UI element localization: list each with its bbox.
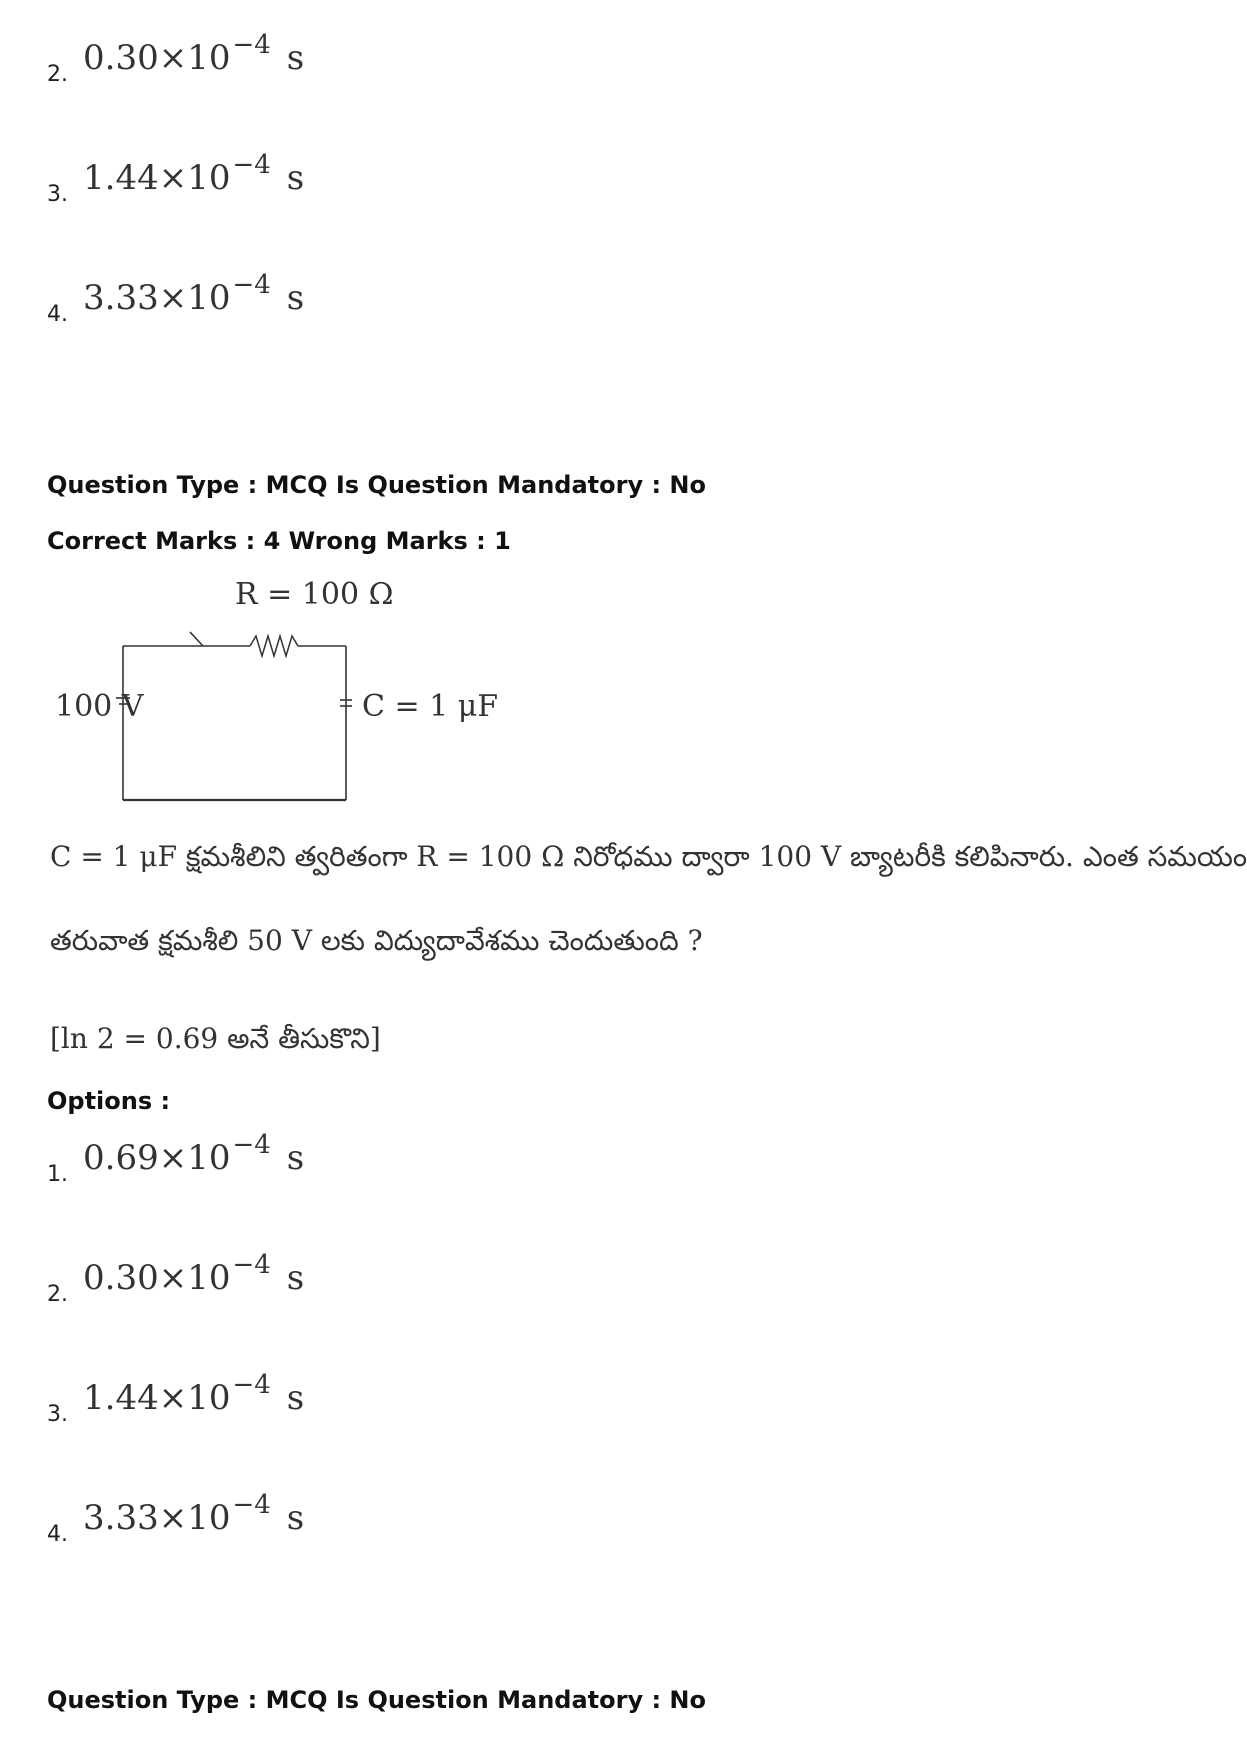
option-number: 2. [47, 62, 68, 87]
option-number: 4. [47, 1522, 68, 1547]
option-value [83, 1250, 305, 1298]
option-mantissa: 0.30 [83, 38, 159, 78]
option-value [83, 1130, 305, 1178]
resistor-symbol [250, 636, 298, 656]
question-text-line-1: C = 1 μF క్షమశీలిని త్వరితంగా R = 100 Ω నిరోధము ద్వారా 100 V బ్యాటరీకి కలిపినారు. ఎంత సమయం [50, 840, 1247, 873]
option-mantissa: 3.33 [83, 1498, 159, 1538]
option-unit: s [286, 1138, 305, 1178]
option-exponent: −4 [232, 270, 271, 300]
option-number: 3. [47, 182, 68, 207]
option-unit: s [286, 1258, 305, 1298]
question-type-line: Question Type : MCQ Is Question Mandatory : No [47, 471, 706, 499]
options-label: Options : [47, 1087, 171, 1115]
option-value [83, 270, 305, 318]
option-times: ×10 [158, 1138, 231, 1178]
option-unit: s [286, 1498, 305, 1538]
capacitor-label: C = 1 μF [362, 689, 499, 724]
option-unit: s [286, 38, 305, 78]
option-unit: s [286, 1378, 305, 1418]
option-exponent: −4 [232, 1490, 271, 1520]
question-text-line-2: తరువాత క్షమశీలి 50 V లకు విద్యుదావేశము చెందుతుంది ? [50, 924, 703, 957]
option-times: ×10 [158, 278, 231, 318]
option-number: 3. [47, 1402, 68, 1427]
option-mantissa: 1.44 [83, 1378, 159, 1418]
option-mantissa: 1.44 [83, 158, 159, 198]
option-exponent: −4 [232, 30, 271, 60]
resistor-label: R = 100 Ω [235, 577, 394, 612]
option-number: 1. [47, 1162, 68, 1187]
option-value [83, 30, 305, 78]
option-unit: s [286, 278, 305, 318]
next-question-type-line: Question Type : MCQ Is Question Mandatory : No [47, 1686, 706, 1714]
option-times: ×10 [158, 1378, 231, 1418]
rc-circuit-diagram [40, 570, 499, 810]
option-exponent: −4 [232, 1250, 271, 1280]
switch-blade [190, 632, 203, 646]
option-exponent: −4 [232, 150, 271, 180]
option-mantissa: 3.33 [83, 278, 159, 318]
option-mantissa: 0.30 [83, 1258, 159, 1298]
option-mantissa: 0.69 [83, 1138, 159, 1178]
option-times: ×10 [158, 1258, 231, 1298]
question-text-line-3: [ln 2 = 0.69 అనే తీసుకొని] [50, 1022, 381, 1055]
option-times: ×10 [158, 38, 231, 78]
option-value [83, 1370, 305, 1418]
option-unit: s [286, 158, 305, 198]
option-times: ×10 [158, 158, 231, 198]
option-value [83, 1490, 305, 1538]
battery-label: 100 V [55, 689, 144, 724]
option-times: ×10 [158, 1498, 231, 1538]
option-exponent: −4 [232, 1130, 271, 1160]
option-number: 2. [47, 1282, 68, 1307]
option-value [83, 150, 305, 198]
question-marks-line: Correct Marks : 4 Wrong Marks : 1 [47, 527, 511, 555]
option-exponent: −4 [232, 1370, 271, 1400]
option-number: 4. [47, 302, 68, 327]
